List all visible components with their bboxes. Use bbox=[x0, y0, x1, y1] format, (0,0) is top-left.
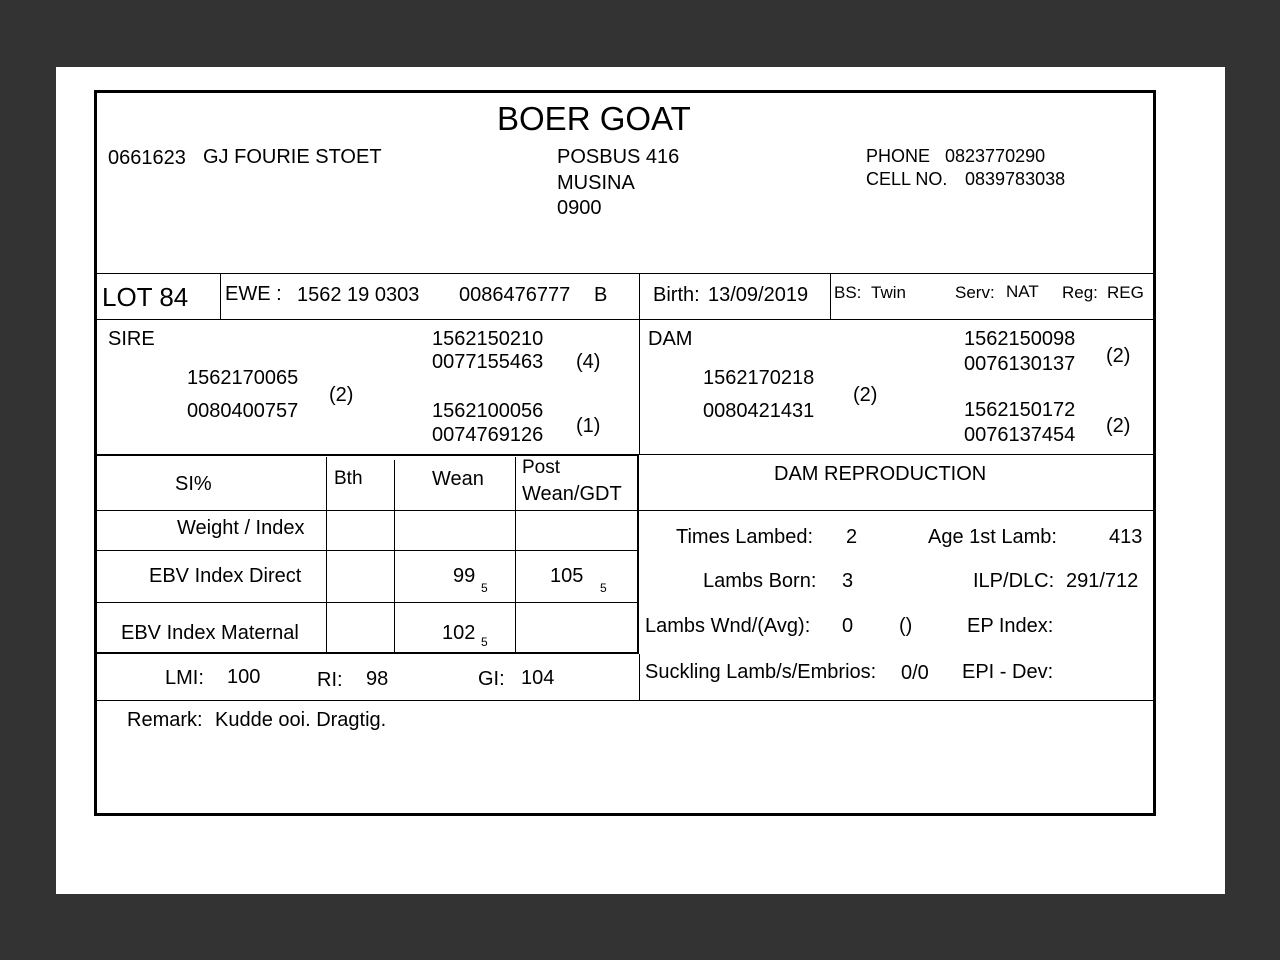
reg-label: Reg: bbox=[1062, 283, 1098, 302]
sire-id: 1562170065 bbox=[187, 367, 299, 389]
post-wean-gdt-header: Wean/GDT bbox=[522, 483, 622, 505]
breeder-name: GJ FOURIE STOET bbox=[203, 146, 382, 168]
ebv-direct-wean: 99 bbox=[453, 565, 476, 587]
divider bbox=[637, 454, 639, 654]
bth-header: Bth bbox=[334, 468, 363, 489]
animal-reg-number: 0086476777 bbox=[459, 284, 571, 306]
gi-value: 104 bbox=[521, 667, 555, 689]
bs-value: Twin bbox=[871, 283, 906, 302]
bs-label: BS: bbox=[834, 283, 862, 302]
breeder-address-line-1: POSBUS 416 bbox=[557, 146, 680, 168]
serv-label: Serv: bbox=[955, 283, 995, 302]
divider bbox=[394, 460, 395, 653]
dam-sire-count: (2) bbox=[1106, 345, 1131, 367]
dam-id: 1562170218 bbox=[703, 367, 815, 389]
breeder-number: 0661623 bbox=[108, 147, 186, 169]
dam-sire-reg: 0076130137 bbox=[964, 353, 1076, 375]
remark-label: Remark: bbox=[127, 709, 203, 731]
times-lambed-label: Times Lambed: bbox=[676, 526, 814, 548]
sire-sire-id: 1562150210 bbox=[432, 328, 544, 350]
remark-text: Kudde ooi. Dragtig. bbox=[215, 709, 387, 731]
ilp-dlc-label: ILP/DLC: bbox=[973, 570, 1055, 592]
ri-label: RI: bbox=[317, 669, 343, 691]
sex-label: EWE : bbox=[225, 283, 282, 305]
post-header: Post bbox=[522, 457, 561, 478]
dam-dam-reg: 0076137454 bbox=[964, 424, 1076, 446]
birth-label: Birth: bbox=[653, 284, 700, 306]
ep-index-label: EP Index: bbox=[967, 615, 1054, 637]
dam-sire-id: 1562150098 bbox=[964, 328, 1076, 350]
ebv-direct-wean-accuracy: 5 bbox=[481, 581, 488, 595]
lmi-label: LMI: bbox=[165, 667, 204, 689]
divider bbox=[96, 454, 638, 456]
divider bbox=[220, 273, 221, 319]
card-title: BOER GOAT bbox=[497, 100, 691, 137]
age-first-lamb-label: Age 1st Lamb: bbox=[928, 526, 1057, 548]
cell-label: CELL NO. bbox=[866, 169, 948, 189]
sire-dam-id: 1562100056 bbox=[432, 400, 544, 422]
suckling-value: 0/0 bbox=[901, 662, 929, 684]
divider bbox=[96, 700, 1154, 701]
breeder-address-line-2: MUSINA bbox=[557, 172, 635, 194]
divider bbox=[515, 457, 516, 653]
lambs-weaned-label: Lambs Wnd/(Avg): bbox=[645, 615, 811, 637]
dam-progeny-count: (2) bbox=[853, 384, 878, 406]
sire-sire-count: (4) bbox=[576, 351, 601, 373]
cell-number: 0839783038 bbox=[965, 169, 1066, 189]
gi-label: GI: bbox=[478, 668, 505, 690]
lambs-weaned-value: 0 bbox=[842, 615, 854, 637]
ilp-dlc-value: 291/712 bbox=[1066, 570, 1139, 592]
lambs-born-value: 3 bbox=[842, 570, 854, 592]
ebv-direct-label: EBV Index Direct bbox=[149, 565, 302, 587]
dam-reg: 0080421431 bbox=[703, 400, 815, 422]
ebv-maternal-wean-accuracy: 5 bbox=[481, 635, 488, 649]
ebv-maternal-wean: 102 bbox=[442, 622, 476, 644]
card-border bbox=[94, 90, 1156, 816]
divider bbox=[96, 510, 1154, 511]
age-first-lamb-value: 413 bbox=[1109, 526, 1143, 548]
reg-value: REG bbox=[1107, 283, 1144, 302]
divider bbox=[830, 273, 831, 319]
wean-header: Wean bbox=[432, 468, 484, 490]
si-percent-header: SI% bbox=[175, 473, 212, 495]
divider bbox=[96, 550, 638, 551]
ebv-direct-post-accuracy: 5 bbox=[600, 581, 607, 595]
sire-label: SIRE bbox=[108, 328, 155, 350]
divider bbox=[639, 454, 1154, 455]
birth-date: 13/09/2019 bbox=[708, 284, 809, 306]
animal-grade: B bbox=[594, 284, 608, 306]
ri-value: 98 bbox=[366, 668, 389, 690]
ebv-direct-post: 105 bbox=[550, 565, 584, 587]
divider bbox=[96, 652, 638, 654]
divider bbox=[96, 602, 638, 603]
divider bbox=[639, 654, 640, 700]
sire-dam-count: (1) bbox=[576, 415, 601, 437]
epi-dev-label: EPI - Dev: bbox=[962, 661, 1054, 683]
divider bbox=[96, 273, 1154, 274]
dam-label: DAM bbox=[648, 328, 693, 350]
sire-dam-reg: 0074769126 bbox=[432, 424, 544, 446]
ebv-maternal-label: EBV Index Maternal bbox=[121, 622, 299, 644]
dam-dam-count: (2) bbox=[1106, 415, 1131, 437]
divider bbox=[96, 319, 1154, 320]
sire-reg: 0080400757 bbox=[187, 400, 299, 422]
divider bbox=[326, 457, 327, 653]
times-lambed-value: 2 bbox=[846, 526, 858, 548]
breeder-address-line-3: 0900 bbox=[557, 197, 602, 219]
lmi-value: 100 bbox=[227, 666, 261, 688]
animal-id: 1562 19 0303 bbox=[297, 284, 420, 306]
phone-number: 0823770290 bbox=[945, 146, 1046, 166]
lambs-weaned-average: () bbox=[899, 615, 913, 637]
sire-progeny-count: (2) bbox=[329, 384, 354, 406]
weight-index-label: Weight / Index bbox=[177, 517, 305, 539]
lot-number: LOT 84 bbox=[102, 282, 189, 312]
sire-sire-reg: 0077155463 bbox=[432, 351, 544, 373]
dam-dam-id: 1562150172 bbox=[964, 399, 1076, 421]
suckling-label: Suckling Lamb/s/Embrios: bbox=[645, 661, 877, 683]
dam-reproduction-title: DAM REPRODUCTION bbox=[774, 463, 987, 485]
divider bbox=[639, 273, 640, 454]
phone-label: PHONE bbox=[866, 146, 931, 166]
serv-value: NAT bbox=[1006, 282, 1039, 301]
lambs-born-label: Lambs Born: bbox=[703, 570, 817, 592]
